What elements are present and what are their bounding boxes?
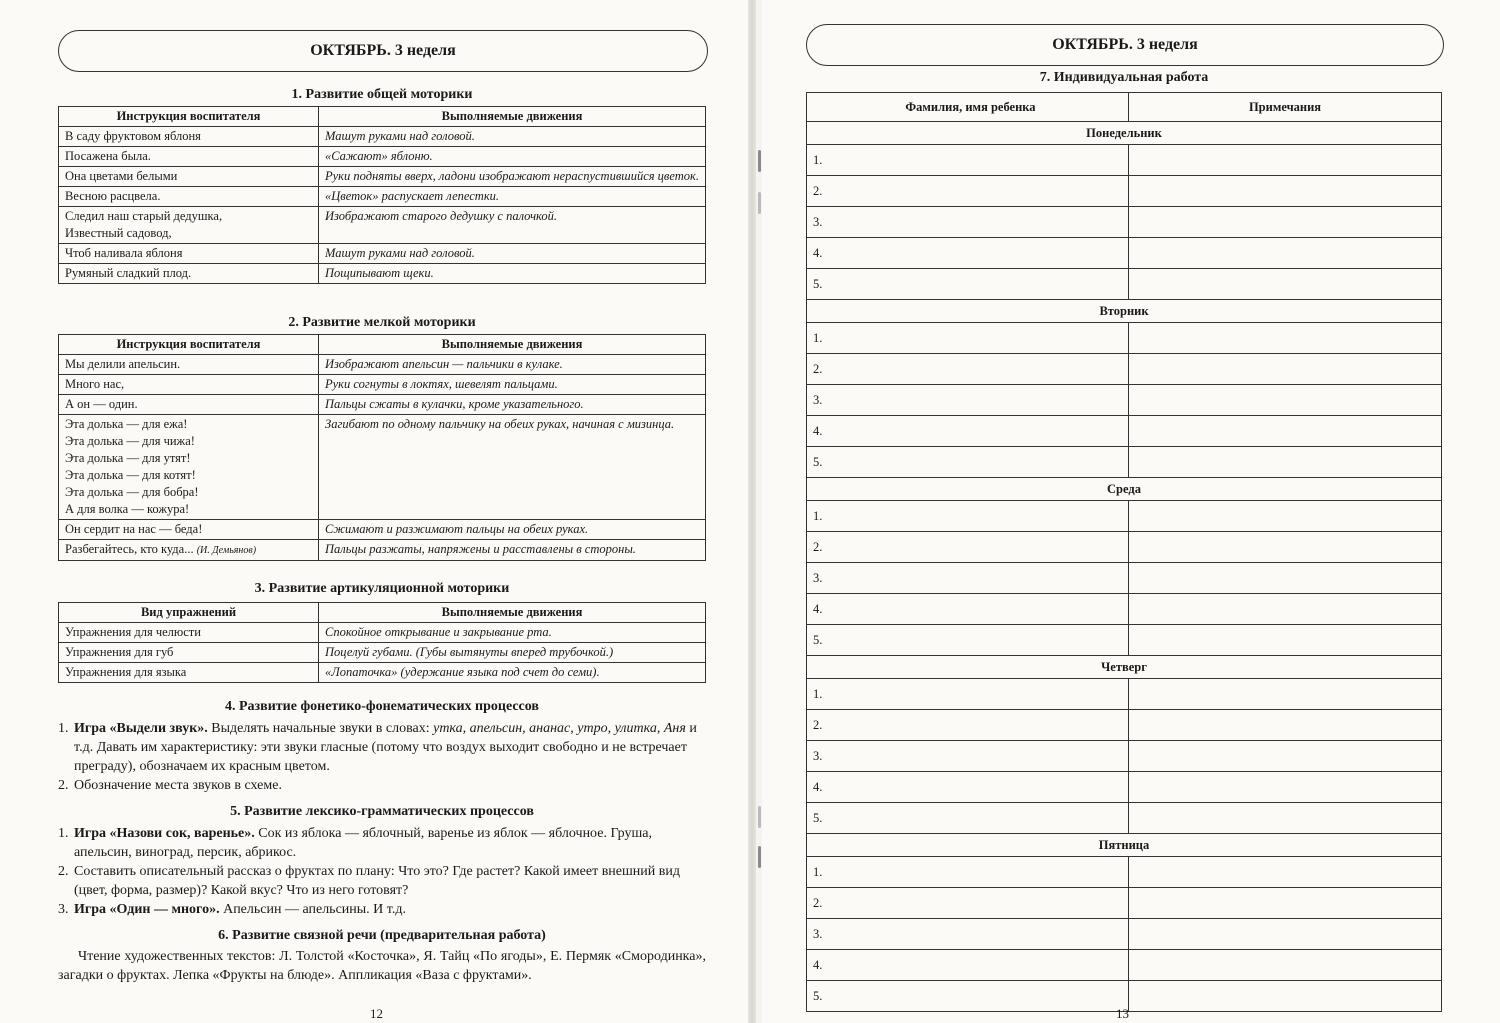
item-text: Составить описательный рассказ о фруктах по плану: Что это? Где растет? Какой имеет внешний вид (цвет, форма, размер)? Какой вкус? Что из него готовят? (74, 864, 680, 898)
table-row (59, 375, 706, 395)
gross-motor-table (58, 106, 706, 284)
column-header: Вид упражнений (59, 603, 319, 623)
table-row (59, 147, 706, 167)
row-number: 2. (813, 183, 823, 198)
movement-cell: Машут руками над головой. (319, 127, 706, 147)
speech-paragraph: Чтение художественных текстов: Л. Толстой «Косточка», Я. Тайц «По ягоды», Е. Пермяк «Смородинка», загадки о фруктах. Лепка «Фрукты на блюде». Аппликация «Ваза с фруктами». (58, 949, 706, 983)
page-number-right: 13 (1116, 1006, 1129, 1021)
section-title-articulation: 3. Развитие артикуляционной моторики (254, 581, 510, 596)
table-row (807, 323, 1441, 354)
item-number: 3. (58, 902, 69, 917)
staple-icon (758, 192, 761, 214)
table-row (807, 710, 1441, 741)
row-number: 1. (813, 330, 823, 345)
child-name-cell[interactable] (807, 981, 1129, 1011)
row-number: 1. (813, 864, 823, 879)
row-number: 4. (813, 601, 823, 616)
row-number: 5. (813, 276, 823, 291)
staple-icon (758, 150, 761, 172)
table-row (807, 269, 1441, 300)
child-name-cell[interactable] (807, 416, 1129, 446)
row-number: 3. (813, 570, 823, 585)
row-number: 3. (813, 214, 823, 229)
table-row (807, 919, 1441, 950)
section-title-individual: 7. Индивидуальная работа (1039, 70, 1209, 85)
row-number: 1. (813, 508, 823, 523)
child-name-cell[interactable] (807, 269, 1129, 299)
week-header (58, 30, 708, 72)
movement-cell: Машут руками над головой. (319, 244, 706, 264)
table-row (807, 176, 1441, 207)
week-header-text: ОКТЯБРЬ. 3 неделя (1052, 36, 1198, 53)
child-name-cell[interactable] (807, 741, 1129, 771)
row-number: 5. (813, 454, 823, 469)
instruction-cell: Он сердит на нас — беда! (59, 520, 319, 540)
child-name-cell[interactable] (807, 385, 1129, 415)
instruction-cell: Посажена была. (59, 147, 319, 167)
child-name-cell[interactable] (807, 710, 1129, 740)
fine-motor-table (58, 334, 706, 561)
instruction-cell: Румяный сладкий плод. (59, 264, 319, 284)
child-name-cell[interactable] (807, 532, 1129, 562)
game-name: Игра «Один — много». (74, 902, 220, 917)
child-name-cell[interactable] (807, 447, 1129, 477)
table-row (59, 244, 706, 264)
table-row (59, 623, 706, 643)
item-number: 1. (58, 826, 69, 841)
movement-cell: Загибают по одному пальчику на обеих руках, начиная с мизинца. (319, 415, 706, 520)
day-header: Пятница (807, 834, 1441, 857)
table-row (59, 187, 706, 207)
child-name-cell[interactable] (807, 857, 1129, 887)
list-item (58, 776, 706, 795)
movement-cell: Пальцы разжаты, напряжены и расставлены в стороны. (319, 540, 706, 561)
table-row (807, 594, 1441, 625)
row-number: 2. (813, 895, 823, 910)
row-number: 4. (813, 779, 823, 794)
week-header-right (806, 24, 1444, 66)
table-row (59, 643, 706, 663)
author-credit: (И. Демьянов) (196, 545, 257, 556)
table-row (807, 238, 1441, 269)
instruction-cell: Чтоб наливала яблоня (59, 244, 319, 264)
row-number: 4. (813, 245, 823, 260)
child-name-cell[interactable] (807, 772, 1129, 802)
table-row (807, 532, 1441, 563)
section-title-speech: 6. Развитие связной речи (предварительная работа) (218, 928, 546, 943)
section-title-lexical: 5. Развитие лексико-грамматических процессов (230, 804, 534, 819)
table-row (807, 888, 1441, 919)
table-row (59, 355, 706, 375)
table-row (59, 663, 706, 683)
column-header: Выполняемые движения (319, 107, 706, 127)
row-number: 2. (813, 717, 823, 732)
instruction-cell: Весною расцвела. (59, 187, 319, 207)
child-name-cell[interactable] (807, 501, 1129, 531)
child-name-cell[interactable] (807, 563, 1129, 593)
row-number: 1. (813, 686, 823, 701)
movement-cell: «Сажают» яблоню. (319, 147, 706, 167)
child-name-cell[interactable] (807, 354, 1129, 384)
child-name-cell[interactable] (807, 176, 1129, 206)
child-name-cell[interactable] (807, 919, 1129, 949)
table-row (59, 415, 706, 520)
item-text: Выделять начальные звуки в словах: (207, 721, 434, 736)
child-name-cell[interactable] (807, 803, 1129, 833)
movement-cell: Поцелуй губами. (Губы вытянуты вперед трубочкой.) (319, 643, 706, 663)
movement-cell: «Лопаточка» (удержание языка под счет до семи). (319, 663, 706, 683)
child-name-cell[interactable] (807, 888, 1129, 918)
child-name-cell[interactable] (807, 207, 1129, 237)
page-number: 12 (370, 1006, 383, 1021)
instruction-cell: А он — один. (59, 395, 319, 415)
row-number: 5. (813, 988, 823, 1003)
instruction-cell: Много нас, (59, 375, 319, 395)
column-header: Инструкция воспитателя (59, 335, 319, 355)
table-row (807, 772, 1441, 803)
movement-cell: Руки подняты вверх, ладони изображают нераспустившийся цветок. (319, 167, 706, 187)
section-title-gross-motor: 1. Развитие общей моторики (291, 87, 473, 102)
individual-work-table (806, 92, 1442, 1012)
section-title-phonetic: 4. Развитие фонетико-фонематических процессов (225, 699, 539, 714)
table-row (59, 127, 706, 147)
item-number: 2. (58, 864, 69, 879)
table-row (807, 416, 1441, 447)
game-name: Игра «Выдели звук». (74, 721, 208, 736)
table-row (59, 395, 706, 415)
item-text: Обозначение места звуков в схеме. (74, 778, 282, 793)
movement-cell: Пощипывают щеки. (319, 264, 706, 284)
item-text: Сок из яблока — яблочный, варенье из яблок — яблочное. Груша, апельсин, виноград, персик, абрикос. (74, 826, 652, 860)
table-row (807, 950, 1441, 981)
instruction-cell: Следил наш старый дедушка, Известный садовод, (59, 207, 319, 244)
child-name-cell[interactable] (807, 145, 1129, 175)
day-header: Среда (807, 478, 1441, 501)
instruction-text: Разбегайтесь, кто куда... (65, 542, 194, 556)
column-header: Выполняемые движения (319, 603, 706, 623)
child-name-cell[interactable] (807, 238, 1129, 268)
table-row (807, 207, 1441, 238)
table-row (807, 625, 1441, 656)
movement-cell: Изображают апельсин — пальчики в кулаке. (319, 355, 706, 375)
row-number: 5. (813, 810, 823, 825)
table-row (807, 385, 1441, 416)
table-row (807, 741, 1441, 772)
example-words: утка, апельсин, ананас, утро, улитка, Аня (433, 721, 686, 736)
row-number: 2. (813, 361, 823, 376)
item-number: 1. (58, 721, 69, 736)
movement-cell: Спокойное открывание и закрывание рта. (319, 623, 706, 643)
instruction-cell (59, 540, 319, 561)
table-row (59, 520, 706, 540)
item-text: Апельсин — апельсины. И т.д. (219, 902, 406, 917)
child-name-cell[interactable] (807, 594, 1129, 624)
game-name: Игра «Назови сок, варенье». (74, 826, 255, 841)
column-header: Выполняемые движения (319, 335, 706, 355)
table-row (59, 540, 706, 561)
table-row (807, 145, 1441, 176)
list-item (58, 719, 706, 776)
day-header: Четверг (807, 656, 1441, 679)
child-name-cell[interactable] (807, 679, 1129, 709)
staple-icon (758, 806, 761, 828)
column-header: Инструкция воспитателя (59, 107, 319, 127)
column-header: Фамилия, имя ребенка (807, 93, 1129, 121)
table-row (807, 803, 1441, 834)
day-header: Вторник (807, 300, 1441, 323)
list-item (58, 824, 706, 862)
book-spine (748, 0, 756, 1023)
instruction-cell: В саду фруктовом яблоня (59, 127, 319, 147)
item-number: 2. (58, 778, 69, 793)
row-number: 3. (813, 392, 823, 407)
row-number: 3. (813, 926, 823, 941)
table-row (807, 354, 1441, 385)
row-number: 5. (813, 632, 823, 647)
table-row (807, 679, 1441, 710)
list-item (58, 900, 706, 919)
row-number: 3. (813, 748, 823, 763)
table-row (807, 447, 1441, 478)
table-row (59, 207, 706, 244)
week-header-text: ОКТЯБРЬ. 3 неделя (310, 42, 456, 59)
movement-cell: «Цветок» распускает лепестки. (319, 187, 706, 207)
table-header-row (807, 93, 1441, 122)
day-header: Понедельник (807, 122, 1441, 145)
table-row (807, 501, 1441, 532)
movement-cell: Пальцы сжаты в кулачки, кроме указательного. (319, 395, 706, 415)
table-row (59, 167, 706, 187)
list-item (58, 862, 706, 900)
table-row (59, 264, 706, 284)
row-number: 2. (813, 539, 823, 554)
section-title-fine-motor: 2. Развитие мелкой моторики (288, 315, 476, 330)
exercise-cell: Упражнения для губ (59, 643, 319, 663)
table-row (807, 857, 1441, 888)
phonetic-list (58, 719, 706, 795)
exercise-cell: Упражнения для языка (59, 663, 319, 683)
movement-cell: Изображают старого дедушку с палочкой. (319, 207, 706, 244)
staple-icon (758, 846, 761, 868)
instruction-cell: Мы делили апельсин. (59, 355, 319, 375)
child-name-cell[interactable] (807, 625, 1129, 655)
item-text: и т.д. Давать им характеристику: эти звуки гласные (потому что воздух выходит свободно и не встречает преграду), обозначаем их красным цветом. (74, 721, 697, 774)
table-row (807, 563, 1441, 594)
child-name-cell[interactable] (807, 323, 1129, 353)
row-number: 4. (813, 423, 823, 438)
movement-cell: Сжимают и разжимают пальцы на обеих руках. (319, 520, 706, 540)
row-number: 4. (813, 957, 823, 972)
child-name-cell[interactable] (807, 950, 1129, 980)
row-number: 1. (813, 152, 823, 167)
articulation-table (58, 602, 706, 683)
instruction-cell: Эта долька — для ежа! Эта долька — для чижа! Эта долька — для утят! Эта долька — для котят! Эта долька — для бобра! А для волка — кожура! (59, 415, 319, 520)
exercise-cell: Упражнения для челюсти (59, 623, 319, 643)
movement-cell: Руки согнуты в локтях, шевелят пальцами. (319, 375, 706, 395)
instruction-cell: Она цветами белыми (59, 167, 319, 187)
lexical-list (58, 824, 706, 919)
column-header: Примечания (1248, 99, 1322, 114)
